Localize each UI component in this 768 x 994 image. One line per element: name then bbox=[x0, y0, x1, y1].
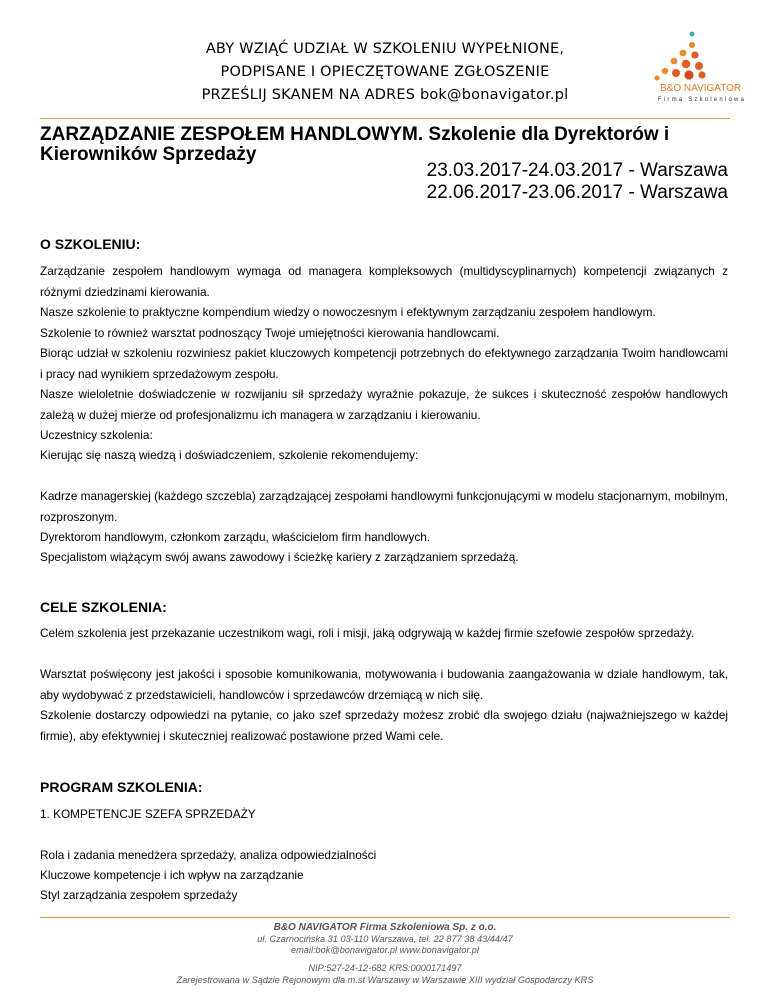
program-heading: PROGRAM SZKOLENIA: bbox=[40, 779, 203, 795]
goals-paragraph: Celem szkolenia jest przekazanie uczestnikom wagi, roli i misji, jaką odgrywają w każdej firmie szefowie zespołów sprzedaży. bbox=[40, 626, 695, 640]
footer-company: B&O NAVIGATOR Firma Szkoleniowa Sp. z o.o. bbox=[273, 922, 497, 933]
about-paragraph: Dyrektorom handlowym, członkom zarządu, właścicielom firm handlowych. bbox=[40, 530, 431, 544]
footer-nip: NIP:527-24-12-682 KRS:0000171497 bbox=[308, 963, 462, 973]
logo-dot bbox=[698, 71, 705, 78]
logo-dot bbox=[690, 32, 695, 37]
goals-heading: CELE SZKOLENIA: bbox=[40, 599, 167, 615]
footer-address: ul. Czarnocińska 31 03-110 Warszawa, tel. 22 877 38 43/44/47 bbox=[257, 934, 513, 944]
logo-dot bbox=[654, 75, 659, 80]
logo-dot bbox=[691, 51, 698, 58]
header-divider bbox=[40, 118, 730, 119]
about-paragraph: Kadrze managerskiej (każdego szczebla) zarządzającej zespołami handlowymi funkcjonującymi w modelu stacjonarnym, mobilnym, rozproszonym. bbox=[40, 489, 728, 524]
footer-divider bbox=[40, 917, 730, 918]
logo-dot bbox=[689, 42, 695, 48]
training-date-2: 22.06.2017-23.06.2017 - Warszawa bbox=[426, 182, 728, 203]
logo-dot bbox=[662, 68, 668, 74]
program-item: Rola i zadania menedżera sprzedaży, analiza odpowiedzialności bbox=[40, 848, 377, 862]
logo-name: B&O NAVIGATOR bbox=[660, 83, 742, 94]
about-paragraph: Zarządzanie zespołem handlowym wymaga od managera kompleksowych (multidyscyplinarnych) kompetencji związanych z różnymi dziedzinami kierowania. bbox=[40, 264, 728, 299]
notice-line-3: PRZEŚLIJ SKANEM NA ADRES bok@bonavigator.pl bbox=[201, 87, 569, 103]
footer-registry: Zarejestrowana w Sądzie Rejonowym dla m.st Warszawy w Warszawie XIII wydział Gospodarczy KRS bbox=[176, 975, 594, 985]
about-paragraph: Biorąc udział w szkoleniu rozwiniesz pakiet kluczowych kompetencji potrzebnych do efektywnego zarządzania Twoim handlowcami i pracy nad wynikiem sprzedażowym zespołu. bbox=[40, 346, 728, 381]
about-paragraph: Uczestnicy szkolenia: bbox=[40, 428, 153, 442]
about-paragraph: Kierując się naszą wiedzą i doświadczeniem, szkolenie rekomendujemy: bbox=[40, 448, 419, 462]
logo-dot bbox=[682, 60, 690, 68]
submission-notice bbox=[150, 38, 620, 107]
footer-contact: email:bok@bonavigator.pl www.bonavigator.pl bbox=[291, 945, 479, 955]
logo-dot bbox=[684, 70, 693, 79]
program-section-title: 1. KOMPETENCJE SZEFA SPRZEDAŻY bbox=[40, 807, 256, 821]
logo-dot bbox=[672, 69, 680, 77]
notice-line-2: PODPISANE I OPIECZĘTOWANE ZGŁOSZENIE bbox=[220, 64, 550, 80]
about-heading: O SZKOLENIU: bbox=[40, 236, 141, 252]
about-paragraph: Szkolenie to również warsztat podnoszący Twoje umiejętności kierowania handlowcami. bbox=[40, 326, 500, 340]
about-paragraph: Specjalistom wiążącym swój awans zawodowy i ścieżkę kariery z zarządzaniem sprzedażą. bbox=[40, 550, 519, 564]
training-date-1: 23.03.2017-24.03.2017 - Warszawa bbox=[426, 160, 728, 181]
logo-dot bbox=[680, 50, 687, 57]
logo-subtitle: Firma Szkoleniowa bbox=[658, 97, 747, 103]
program-item: Kluczowe kompetencje i ich wpływ na zarządzanie bbox=[40, 868, 304, 882]
notice-line-1: ABY WZIĄĆ UDZIAŁ W SZKOLENIU WYPEŁNIONE, bbox=[205, 41, 565, 57]
page-title: ZARZĄDZANIE ZESPOŁEM HANDLOWYM. Szkolenie dla Dyrektorów i Kierowników Sprzedaży bbox=[40, 124, 670, 165]
logo-dot bbox=[671, 58, 678, 65]
about-paragraph: Nasze wieloletnie doświadczenie w rozwijaniu sił sprzedaży wyraźnie pokazuje, że sukces i skuteczność zespołów handlowych zależą w dużej mierze od profesjonalizmu ich managera w zarządzaniu i kierowaniu. bbox=[40, 387, 728, 422]
about-paragraph: Nasze szkolenie to praktyczne kompendium wiedzy o nowoczesnym i efektywnym zarządzaniu zespołem handlowym. bbox=[40, 305, 656, 319]
goals-paragraph: Szkolenie dostarczy odpowiedzi na pytanie, co jako szef sprzedaży możesz zrobić dla swojego działu (najważniejszego w każdej firmie), aby efektywniej i skuteczniej realizować postawione przed Wami cele. bbox=[40, 708, 728, 743]
logo-dot bbox=[695, 62, 703, 70]
program-item: Styl zarządzania zespołem sprzedaży bbox=[40, 888, 238, 902]
goals-paragraph: Warsztat poświęcony jest jakości i sposobie komunikowania, motywowania i budowania zaangażowania w dziale handlowym, tak, aby wydobywać z przedstawicieli, handlowców i sprzedawców drzemiącą w nich siłę. bbox=[40, 667, 728, 702]
